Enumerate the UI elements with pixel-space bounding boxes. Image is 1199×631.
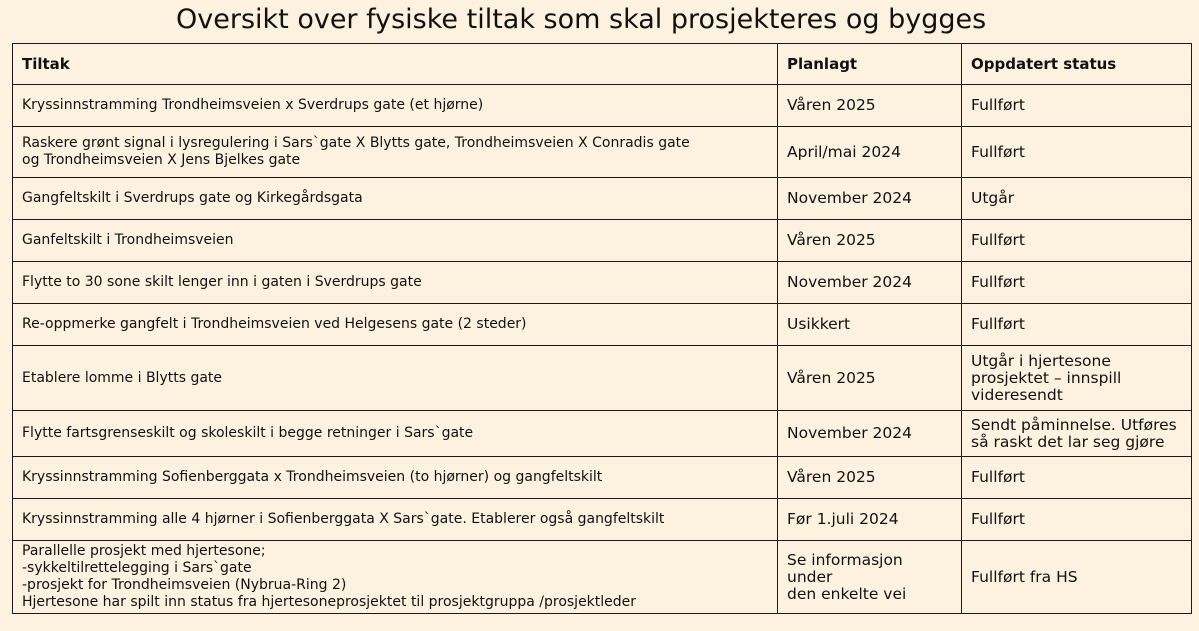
tiltak-cell: Etablere lomme i Blytts gate — [13, 346, 778, 411]
planlagt-cell: Før 1.juli 2024 — [778, 499, 962, 541]
status-cell: Fullført — [962, 262, 1192, 304]
table-row — [13, 127, 1192, 178]
table-row — [13, 85, 1192, 127]
table-row — [13, 541, 1192, 614]
tiltak-cell: Flytte fartsgrenseskilt og skoleskilt i begge retninger i Sars`gate — [13, 411, 778, 457]
planlagt-cell: Våren 2025 — [778, 85, 962, 127]
planlagt-cell: April/mai 2024 — [778, 127, 962, 178]
tiltak-cell: Kryssinnstramming Sofienberggata x Trondheimsveien (to hjørner) og gangfeltskilt — [13, 457, 778, 499]
planlagt-cell: November 2024 — [778, 262, 962, 304]
tiltak-cell: Raskere grønt signal i lysregulering i Sars`gate X Blytts gate, Trondheimsveien X Conradis gate og Trondheimsveien X Jens Bjelkes gate — [13, 127, 778, 178]
status-cell: Fullført — [962, 304, 1192, 346]
header-row — [13, 44, 1192, 85]
status-cell: Sendt påminnelse. Utføres så raskt det lar seg gjøre — [962, 411, 1192, 457]
column-header-planlagt: Planlagt — [778, 44, 962, 85]
page-title: Oversikt over fysiske tiltak som skal prosjekteres og bygges — [176, 4, 987, 35]
tiltak-cell: Kryssinnstramming Trondheimsveien x Sverdrups gate (et hjørne) — [13, 85, 778, 127]
planlagt-cell: Se informasjon under den enkelte vei — [778, 541, 962, 614]
planlagt-cell: November 2024 — [778, 178, 962, 220]
planlagt-cell: Våren 2025 — [778, 346, 962, 411]
tiltak-cell: Gangfeltskilt i Sverdrups gate og Kirkegårdsgata — [13, 178, 778, 220]
tiltak-table — [12, 43, 1192, 614]
table-row — [13, 411, 1192, 457]
tiltak-cell: Ganfeltskilt i Trondheimsveien — [13, 220, 778, 262]
status-cell: Fullført fra HS — [962, 541, 1192, 614]
status-cell: Fullført — [962, 127, 1192, 178]
status-cell: Fullført — [962, 457, 1192, 499]
planlagt-cell: November 2024 — [778, 411, 962, 457]
status-cell: Fullført — [962, 220, 1192, 262]
planlagt-cell: Våren 2025 — [778, 220, 962, 262]
table-row — [13, 262, 1192, 304]
table-row — [13, 304, 1192, 346]
planlagt-cell: Usikkert — [778, 304, 962, 346]
status-cell: Utgår i hjertesone prosjektet – innspill videresendt — [962, 346, 1192, 411]
planlagt-cell: Våren 2025 — [778, 457, 962, 499]
tiltak-cell: Flytte to 30 sone skilt lenger inn i gaten i Sverdrups gate — [13, 262, 778, 304]
column-header-status: Oppdatert status — [962, 44, 1192, 85]
status-cell: Fullført — [962, 499, 1192, 541]
status-cell: Fullført — [962, 85, 1192, 127]
table-row — [13, 499, 1192, 541]
table-row — [13, 457, 1192, 499]
table-row — [13, 346, 1192, 411]
tiltak-cell: Parallelle prosjekt med hjertesone; -sykkeltilrettelegging i Sars`gate -prosjekt for Trondheimsveien (Nybrua-Ring 2) Hjertesone har spilt inn status fra hjertesoneprosjektet til prosjektgruppa /prosjektleder — [13, 541, 778, 614]
table-row — [13, 178, 1192, 220]
table-row — [13, 220, 1192, 262]
status-cell: Utgår — [962, 178, 1192, 220]
tiltak-cell: Kryssinnstramming alle 4 hjørner i Sofienberggata X Sars`gate. Etablerer også gangfeltskilt — [13, 499, 778, 541]
column-header-tiltak: Tiltak — [13, 44, 778, 85]
tiltak-cell: Re-oppmerke gangfelt i Trondheimsveien ved Helgesens gate (2 steder) — [13, 304, 778, 346]
